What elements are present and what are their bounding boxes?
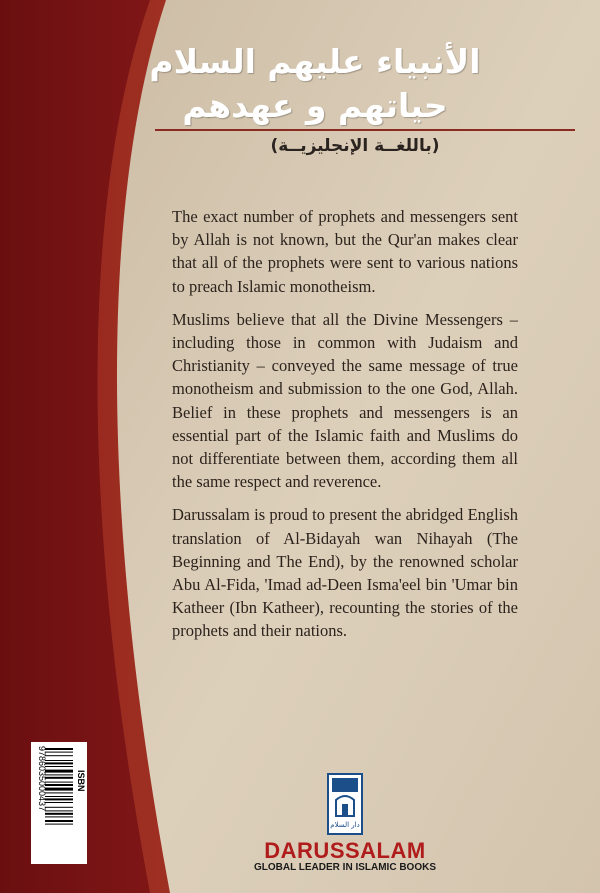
blurb-paragraph-2: Muslims believe that all the Divine Messengers – including those in common with Judaism and Christianity – conveyed the same message of true monotheism and submission to the one God, Allah. Belief in these prophets and messengers is an essential part of the Islamic faith and Muslims do not differentiate between them, according them all the same respect and reverence. — [172, 309, 518, 492]
barcode-bar — [45, 810, 73, 811]
barcode-bar — [45, 792, 73, 793]
isbn-barcode — [31, 742, 87, 864]
arabic-title-line1: الأنبياء عليهم السلام — [149, 42, 481, 81]
barcode-bar — [45, 766, 73, 767]
blurb — [172, 205, 518, 653]
barcode-bar — [45, 755, 73, 756]
barcode-bar — [45, 782, 73, 783]
publisher-name: DARUSSALAM — [264, 838, 426, 863]
arabic-subtitle: (باللغــة الإنجليزيــة) — [270, 136, 440, 156]
barcode-bar — [45, 788, 73, 791]
barcode-icon — [31, 742, 87, 864]
barcode-bar — [45, 748, 73, 750]
barcode-bar — [45, 824, 73, 825]
arabic-title-line2: حياتهم و عهدهم — [182, 86, 448, 125]
barcode-bar — [45, 796, 73, 797]
barcode-bar — [45, 816, 73, 817]
barcode-bars — [45, 748, 73, 825]
barcode-bar — [45, 813, 73, 815]
barcode-bar — [45, 752, 73, 753]
isbn-label: ISBN — [76, 770, 86, 792]
title-divider — [155, 129, 575, 131]
barcode-bar — [45, 762, 73, 764]
barcode-bar — [45, 807, 73, 808]
barcode-bar — [45, 760, 73, 761]
logo-arabic-text: دار السلام — [330, 821, 360, 829]
barcode-bar — [45, 777, 73, 779]
publisher-tagline: GLOBAL LEADER IN ISLAMIC BOOKS — [253, 862, 437, 873]
barcode-bar — [45, 802, 73, 803]
barcode-bar — [45, 820, 73, 822]
isbn-number: 9786035000437 — [37, 746, 47, 812]
barcode-bar — [45, 798, 73, 800]
barcode-bar — [45, 770, 73, 773]
darussalam-logo-icon — [318, 772, 372, 840]
barcode-bar — [45, 774, 73, 775]
blurb-paragraph-1: The exact number of prophets and messengers sent by Allah is not known, but the Qur'an makes clear that all of the prophets were sent to various nations to preach Islamic monotheism. — [172, 207, 518, 296]
blurb-paragraph-3: Darussalam is proud to present the abridged English translation of Al-Bidayah wan Nihayah (The Beginning and The End), by the renowned scholar Abu Al-Fida, 'Imad ad-Deen Isma'eel bin 'Umar bin Katheer (Ibn Katheer), recounting the stories of the prophets and their nations. — [172, 505, 518, 641]
barcode-bar — [45, 784, 73, 786]
